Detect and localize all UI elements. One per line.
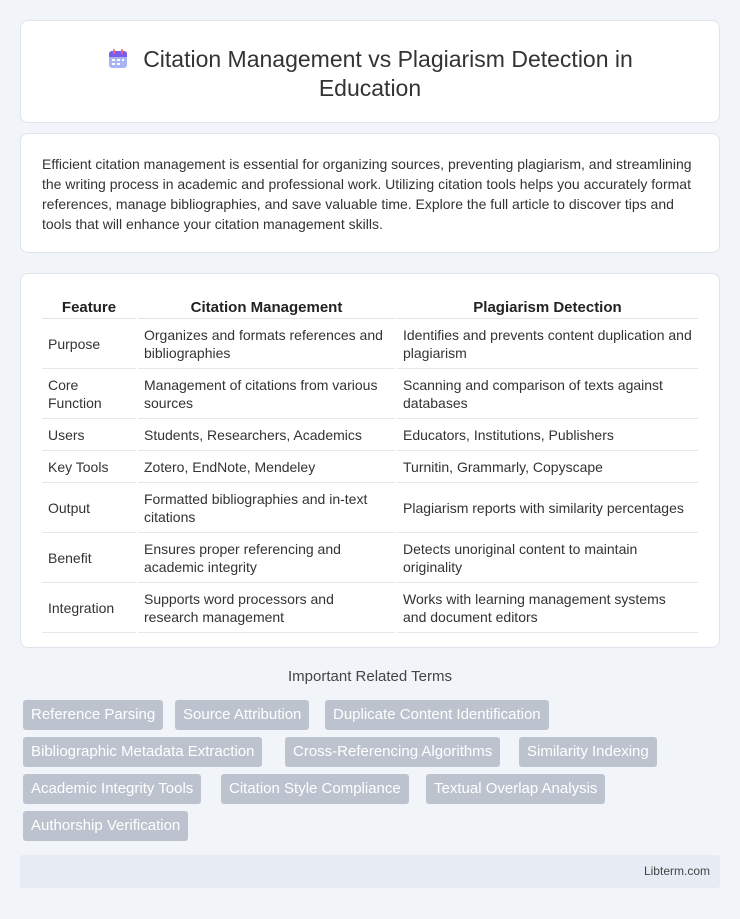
tag-authorship-verification[interactable]: Authorship Verification xyxy=(23,811,188,841)
intro-card xyxy=(20,133,720,253)
footer-link[interactable]: Libterm.com xyxy=(643,864,710,878)
table-row xyxy=(42,451,698,483)
header-citation-management: Citation Management xyxy=(138,296,395,319)
table-cell: Integration xyxy=(42,583,136,633)
table-cell: Detects unoriginal content to maintain originality xyxy=(397,533,698,583)
table-cell: Identifies and prevents content duplication and plagiarism xyxy=(397,319,698,369)
header-feature: Feature xyxy=(42,296,136,319)
related-terms-title: Important Related Terms xyxy=(288,668,452,685)
comparison-table xyxy=(42,296,698,633)
calendar-icon xyxy=(107,48,129,70)
footer xyxy=(20,855,720,888)
table-row xyxy=(42,533,698,583)
table-cell: Formatted bibliographies and in-text citations xyxy=(138,483,395,533)
table-cell: Key Tools xyxy=(42,451,136,483)
title-line-2: Education xyxy=(318,75,422,101)
table-row xyxy=(42,583,698,633)
table-cell: Core Function xyxy=(42,369,136,419)
tag-similarity-indexing[interactable]: Similarity Indexing xyxy=(519,737,657,767)
table-cell: Students, Researchers, Academics xyxy=(138,419,395,451)
table-header-row xyxy=(42,296,698,319)
tag-cross-referencing-algorithms[interactable]: Cross-Referencing Algorithms xyxy=(285,737,500,767)
table-cell: Purpose xyxy=(42,319,136,369)
table-cell: Zotero, EndNote, Mendeley xyxy=(138,451,395,483)
table-cell: Plagiarism reports with similarity percentages xyxy=(397,483,698,533)
table-cell: Educators, Institutions, Publishers xyxy=(397,419,698,451)
tag-source-attribution[interactable]: Source Attribution xyxy=(175,700,309,730)
table-cell: Scanning and comparison of texts against databases xyxy=(397,369,698,419)
tag-reference-parsing[interactable]: Reference Parsing xyxy=(23,700,163,730)
tag-duplicate-content-identification[interactable]: Duplicate Content Identification xyxy=(325,700,549,730)
table-cell: Supports word processors and research management xyxy=(138,583,395,633)
table-cell: Users xyxy=(42,419,136,451)
table-row xyxy=(42,319,698,369)
table-cell: Turnitin, Grammarly, Copyscape xyxy=(397,451,698,483)
header-plagiarism-detection: Plagiarism Detection xyxy=(397,296,698,319)
table-cell: Output xyxy=(42,483,136,533)
intro-paragraph: Efficient citation management is essential for organizing sources, preventing plagiarism, and streamlining the writing process in academic and professional work. Utilizing citation tools helps you accurately format references, manage bibliographies, and save valuable time. Explore the full article to discover tips and tools that will enhance your citation management skills. xyxy=(42,156,692,232)
table-cell: Works with learning management systems and document editors xyxy=(397,583,698,633)
table-cell: Ensures proper referencing and academic integrity xyxy=(138,533,395,583)
table-row xyxy=(42,419,698,451)
tag-bibliographic-metadata-extraction[interactable]: Bibliographic Metadata Extraction xyxy=(23,737,262,767)
table-row xyxy=(42,483,698,533)
table-cell: Organizes and formats references and bibliographies xyxy=(138,319,395,369)
tag-academic-integrity-tools[interactable]: Academic Integrity Tools xyxy=(23,774,201,804)
page-title xyxy=(21,45,719,103)
comparison-card xyxy=(20,273,720,648)
table-cell: Benefit xyxy=(42,533,136,583)
tag-citation-style-compliance[interactable]: Citation Style Compliance xyxy=(221,774,409,804)
tag-textual-overlap-analysis[interactable]: Textual Overlap Analysis xyxy=(426,774,605,804)
title-card xyxy=(20,20,720,123)
table-row xyxy=(42,369,698,419)
title-line-1: Citation Management vs Plagiarism Detection in xyxy=(143,46,633,72)
table-cell: Management of citations from various sources xyxy=(138,369,395,419)
